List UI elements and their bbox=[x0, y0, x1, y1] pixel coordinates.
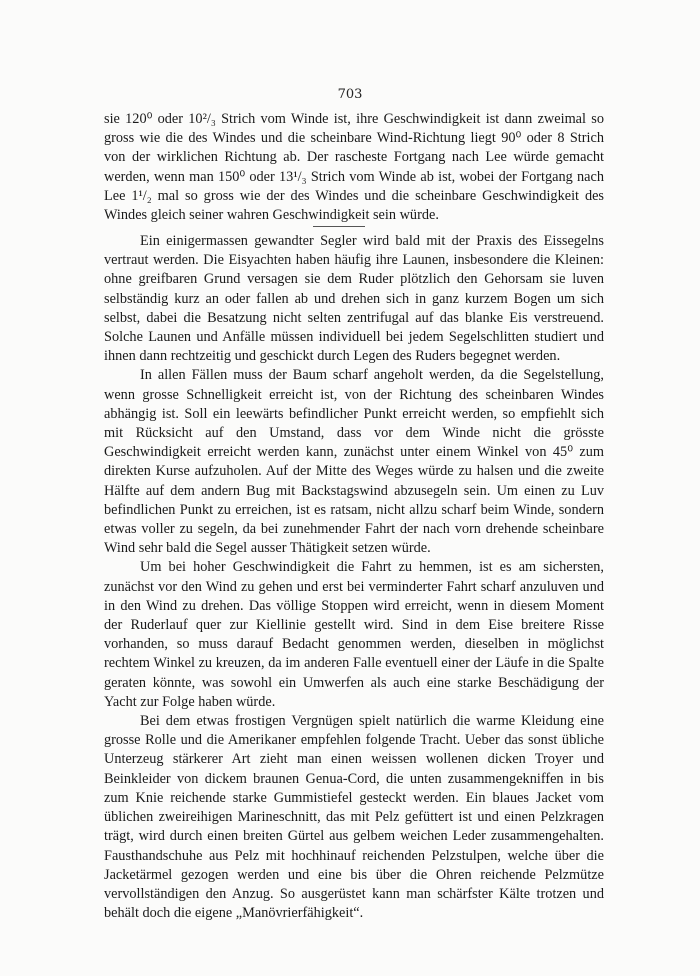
paragraph-stopping: Um bei hoher Geschwindigkeit die Fahrt zu hemmen, ist es am sichersten, zunächst vor den Wind zu gehen und erst bei verminderter Fahrt scharf anzuluven und in den Wind zu drehen. Das völlige Stoppen wird erreicht, wenn in diesem Moment der Ruderlauf quer zur Kiellinie gestellt wird. Sind in dem Eise breitere Risse vorhanden, so muss darauf Bedacht genommen werden, dieselben in möglichst rechtem Winkel zu kreuzen, da im anderen Falle eventuell einer der Läufe in die Spalte geraten könnte, was sowohl ein Umwerfen als auch eine starke Beschädigung der Yacht zur Folge haben würde. bbox=[104, 559, 604, 710]
paragraph-clothing: Bei dem etwas frostigen Vergnügen spielt natürlich die warme Kleidung eine grosse Rolle und die Amerikaner empfehlen folgende Tracht. Ueber das sonst übliche Unterzeug stärkerer Art zieht man einen weissen wollenen dicken Troyer und Beinkleider von dickem braunen Genua-Cord, die unten zusammengekniffen in bis zum Knie reichende starke Gummistiefel gesteckt werden. Ein blaues Jacket vom üblichen zweireihigen Marineschnitt, das mit Pelz gefüttert ist und einen Pelzkragen trägt, wird durch einen breiten Gürtel aus gelbem weichen Leder zusammengehalten. Fausthandschuhe aus Pelz mit hochhinauf reichenden Pelzstulpen, welche über die Jacketärmel gezogen werden und eine bis über die Ohren reichende Pelzmütze vervollständigen den Anzug. So ausgerüstet kann man schärfster Kälte trotzen und behält doch die eigene „Manövrierfähigkeit“. bbox=[104, 713, 604, 922]
paragraph-sail-setting: In allen Fällen muss der Baum scharf angeholt werden, da die Segelstellung, wenn grosse Schnelligkeit erreicht ist, von der Richtung des scheinbaren Windes abhängig ist. Soll ein leewärts befindlicher Punkt erreicht werden, so empfiehlt sich mit Rücksicht auf den Umstand, dass vor dem Winde nicht die grösste Geschwindigkeit erreicht werden kann, zunächst unter einem Winkel von 45⁰ zum direkten Kurse aufzuholen. Auf der Mitte des Weges würde zu halsen und die zweite Hälfte auf dem andern Bug mit Backstagswind abzusegeln sein. Um einen zu Luv befindlichen Punkt zu erreichen, ist es ratsam, nicht allzu scharf beim Winde, sondern etwas voller zu segeln, da bei zunehmender Fahrt der nach vorn drehende scheinbare Wind sehr bald die Segel ausser Thätigkeit setzen würde. bbox=[104, 367, 604, 557]
continuation-block bbox=[104, 110, 604, 225]
body-text bbox=[104, 232, 604, 923]
page-number: 703 bbox=[337, 87, 363, 102]
section-divider bbox=[313, 226, 365, 227]
continuation-paragraph: sie 120⁰ oder 10²/₃ Strich vom Winde ist, ihre Geschwindigkeit ist dann zweimal so gross wie die des Windes und die scheinbare Wind-Richtung liegt 90⁰ oder 8 Strich von der wirklichen Richtung ab. Der rascheste Fortgang nach Lee würde gemacht werden, wenn man 150⁰ oder 13¹/₃ Strich vom Winde ab ist, wobei der Fortgang nach Lee 1¹/₂ mal so gross wie der des Windes und die scheinbare Geschwindigkeit des Windes gleich seiner wahren Geschwindigkeit sein würde. bbox=[104, 111, 604, 224]
paragraph-ice-yacht-behavior: Ein einigermassen gewandter Segler wird bald mit der Praxis des Eissegelns vertraut werden. Die Eisyachten haben häufig ihre Launen, insbesondere die Kleinen: ohne greifbaren Grund versagen sie dem Ruder plötzlich den Gehorsam sie luven selbständig kurz an oder fallen ab und drehen sich in ganz kurzem Bogen um sich selbst, dabei die Besatzung nicht selten zentrifugal auf das blanke Eis verstreuend. Solche Launen und Anfälle müssen individuell bei jedem Segelschlitten studiert und ihnen dann rechtzeitig und geschickt durch Legen des Ruders begegnet werden. bbox=[104, 233, 604, 365]
